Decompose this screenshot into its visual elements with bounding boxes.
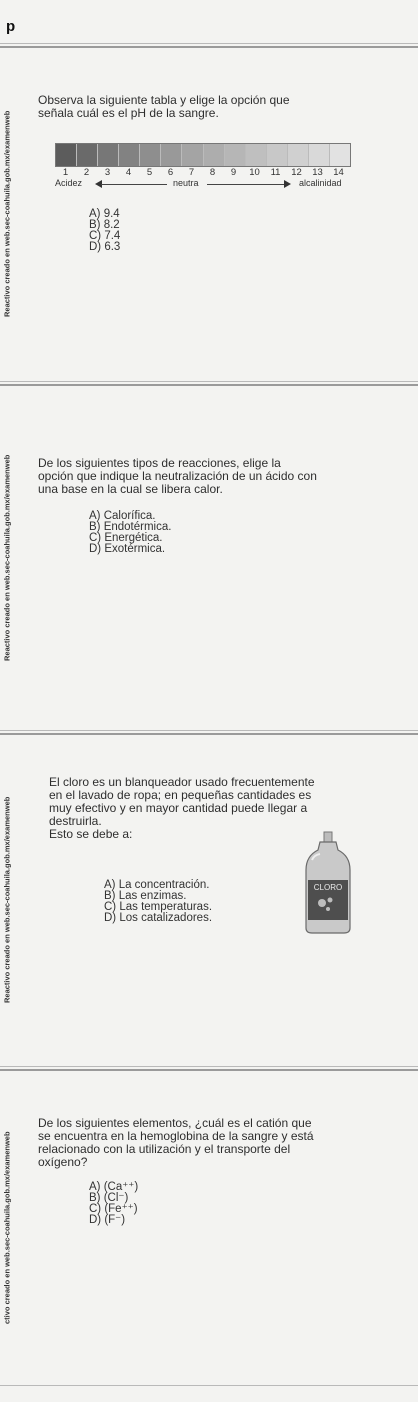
option-b[interactable]: B) Endotérmica. bbox=[89, 521, 172, 533]
ph-scale-cell bbox=[267, 144, 288, 166]
option-a[interactable]: A) La concentración. bbox=[104, 879, 210, 891]
bleach-bottle-icon bbox=[298, 830, 358, 935]
option-a[interactable]: A) Calorífica. bbox=[89, 510, 156, 522]
arrow-line bbox=[101, 184, 167, 185]
option-c[interactable]: C) Energética. bbox=[89, 532, 163, 544]
option-d[interactable]: D) Los catalizadores. bbox=[104, 912, 213, 924]
option-d[interactable]: D) Exotérmica. bbox=[89, 543, 166, 555]
question-2-options bbox=[89, 511, 171, 555]
divider bbox=[0, 1066, 418, 1067]
question-4-options bbox=[89, 1182, 138, 1226]
ph-scale-cell bbox=[182, 144, 203, 166]
ph-scale-cell bbox=[246, 144, 267, 166]
ph-scale-cell bbox=[330, 144, 350, 166]
option-b[interactable]: B) Las enzimas. bbox=[104, 890, 187, 902]
question-line: se encuentra en la hemoglobina de la sangre y está bbox=[38, 1129, 314, 1143]
question-line: oxígeno? bbox=[38, 1155, 88, 1169]
ph-scale-number: 13 bbox=[312, 167, 323, 178]
page-letter: p bbox=[6, 18, 16, 35]
divider bbox=[0, 733, 418, 735]
watermark: Reactivo creado en web.sec-coahuila.gob.mx/examenweb bbox=[2, 454, 12, 662]
ph-scale-cell bbox=[140, 144, 161, 166]
option-c[interactable]: C) (Fe⁺⁺) bbox=[89, 1203, 138, 1215]
question-line: en el lavado de ropa; en pequeñas cantidades es bbox=[49, 788, 312, 802]
divider bbox=[0, 384, 418, 386]
ph-scale-number: 11 bbox=[270, 167, 281, 178]
option-b[interactable]: B) 8.2 bbox=[89, 219, 120, 231]
label-neutra: neutra bbox=[173, 178, 199, 188]
watermark: ctivo creado en web.sec-coahuila.gob.mx/examenweb bbox=[2, 1131, 12, 1325]
question-line: De los siguientes tipos de reacciones, elige la bbox=[38, 456, 281, 470]
divider bbox=[0, 46, 418, 48]
question-1-options bbox=[89, 209, 120, 253]
question-line: relacionado con la utilización y el transporte del bbox=[38, 1142, 291, 1156]
question-line: El cloro es un blanqueador usado frecuentemente bbox=[49, 775, 315, 789]
ph-scale-number: 4 bbox=[125, 167, 132, 178]
label-acidez: Acidez bbox=[55, 178, 83, 188]
ph-scale-number: 8 bbox=[209, 167, 216, 178]
question-1-text bbox=[38, 94, 388, 120]
ph-scale-number: 14 bbox=[333, 167, 344, 178]
arrow-right-icon bbox=[284, 180, 291, 188]
ph-scale-cell bbox=[56, 144, 77, 166]
ph-scale-cell bbox=[161, 144, 182, 166]
ph-scale-number: 1 bbox=[62, 167, 69, 178]
ph-scale-cell bbox=[98, 144, 119, 166]
ph-scale-cell bbox=[288, 144, 309, 166]
option-c[interactable]: C) 7.4 bbox=[89, 230, 121, 242]
question-line: Observa la siguiente tabla y elige la opción que bbox=[38, 93, 290, 107]
ph-scale-number: 10 bbox=[249, 167, 260, 178]
ph-scale-cell bbox=[204, 144, 225, 166]
divider bbox=[0, 381, 418, 382]
question-line: destruirla. bbox=[49, 814, 102, 828]
watermark: Reactivo creado en web.sec-coahuila.gob.mx/examenweb bbox=[2, 110, 12, 318]
divider bbox=[0, 43, 418, 44]
ph-color-scale bbox=[55, 143, 351, 167]
ph-scale-labels bbox=[55, 178, 355, 190]
option-a[interactable]: A) 9.4 bbox=[89, 208, 120, 220]
divider bbox=[0, 1385, 418, 1386]
question-4-text bbox=[38, 1117, 398, 1169]
option-b[interactable]: B) (Cl⁻) bbox=[89, 1192, 129, 1204]
ph-scale-cell bbox=[225, 144, 246, 166]
question-2-text bbox=[38, 457, 398, 496]
ph-scale-number: 3 bbox=[104, 167, 111, 178]
option-a[interactable]: A) (Ca⁺⁺) bbox=[89, 1181, 139, 1193]
question-line: una base en la cual se libera calor. bbox=[38, 482, 223, 496]
watermark: Reactivo creado en web.sec-coahuila.gob.mx/examenweb bbox=[2, 796, 12, 1004]
ph-scale-number: 6 bbox=[167, 167, 174, 178]
option-d[interactable]: D) (F⁻) bbox=[89, 1214, 126, 1226]
ph-scale-number: 2 bbox=[83, 167, 90, 178]
question-3-options bbox=[104, 880, 212, 924]
bottle-label: CLORO bbox=[313, 883, 343, 892]
option-c[interactable]: C) Las temperaturas. bbox=[104, 901, 213, 913]
ph-scale-number: 12 bbox=[291, 167, 302, 178]
ph-scale-number: 7 bbox=[188, 167, 195, 178]
option-d[interactable]: D) 6.3 bbox=[89, 241, 121, 253]
arrow-line bbox=[207, 184, 285, 185]
question-line: Esto se debe a: bbox=[49, 827, 133, 841]
divider bbox=[0, 1069, 418, 1071]
question-line: De los siguientes elementos, ¿cuál es el catión que bbox=[38, 1116, 312, 1130]
ph-scale-cell bbox=[309, 144, 330, 166]
ph-scale-number: 9 bbox=[230, 167, 237, 178]
question-line: muy efectivo y en mayor cantidad puede llegar a bbox=[49, 801, 308, 815]
question-line: opción que indique la neutralización de un ácido con bbox=[38, 469, 317, 483]
ph-scale-cell bbox=[119, 144, 140, 166]
label-alcalinidad: alcalinidad bbox=[299, 178, 342, 188]
ph-scale-number: 5 bbox=[146, 167, 153, 178]
ph-scale-cell bbox=[77, 144, 98, 166]
ph-scale-numbers bbox=[55, 167, 349, 178]
question-line: señala cuál es el pH de la sangre. bbox=[38, 106, 219, 120]
divider bbox=[0, 730, 418, 731]
